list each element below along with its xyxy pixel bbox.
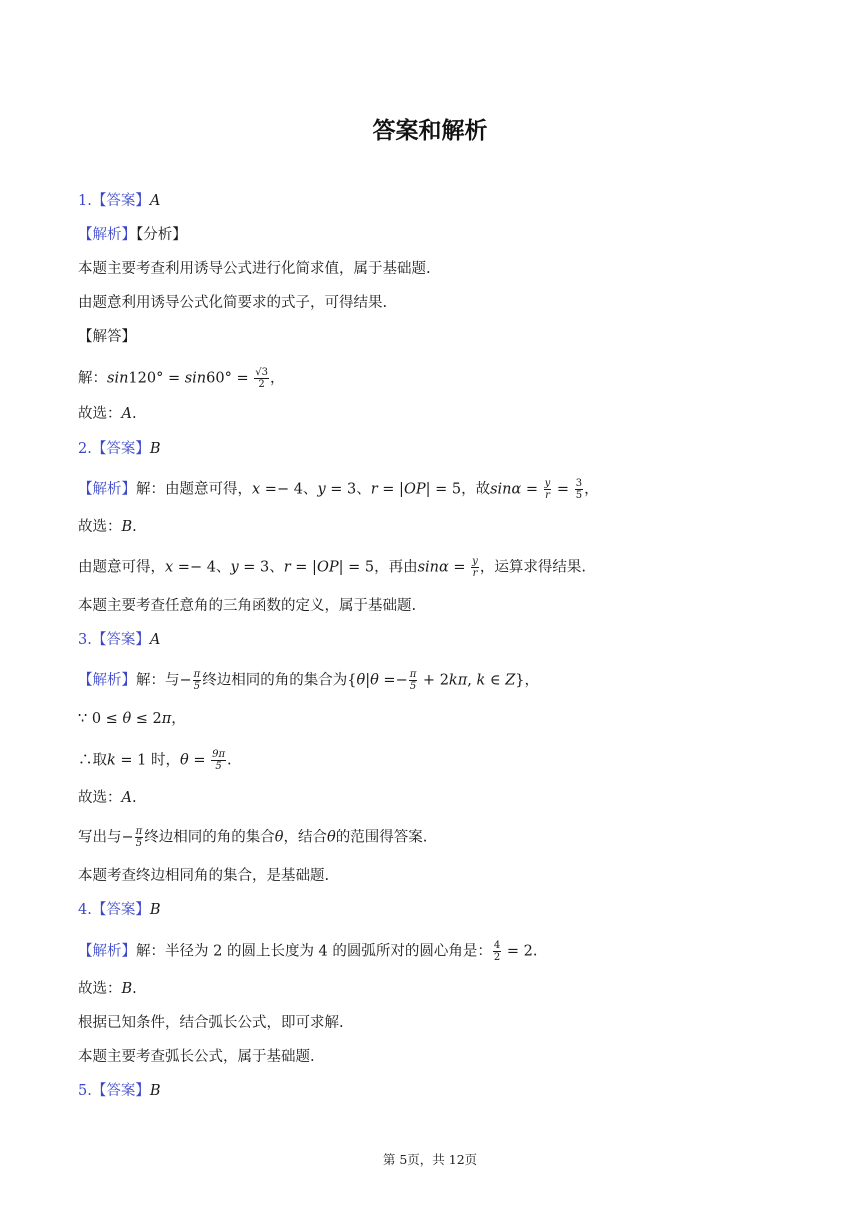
q3-l1-frac2-den: 5 (409, 681, 417, 692)
q3-l1-comma: , (467, 672, 477, 689)
q4-number: 4. (78, 902, 92, 918)
q1-analysis-line1: 本题主要考查利用诱导公式进行化简求值，属于基础题. (78, 261, 431, 277)
q1-choose (78, 404, 137, 424)
q3-l1-z: Z (505, 672, 516, 689)
q3-l1-theta2: θ (370, 672, 379, 689)
q5-number: 5. (78, 1083, 92, 1099)
q3-choose-label: 故选： (78, 790, 122, 806)
q1-jieda-tag: 【解答】 (78, 329, 136, 345)
q2-l3-sinalpha: sinα (417, 559, 449, 576)
q3-answer-tag: 【答案】 (91, 632, 150, 648)
q1-sol-numerator: √3 (255, 367, 268, 378)
q3-l2-text-c: ≤ 2 (131, 711, 162, 727)
q3-answer-line (78, 630, 160, 650)
q2-choose (78, 517, 137, 537)
q3-jiexi-tag: 【解析】 (78, 672, 136, 689)
q3-l1-k: k (476, 672, 486, 689)
q3-l1-frac2-num: π (409, 669, 417, 680)
q3-l1-frac1-den: 5 (193, 681, 201, 692)
q3-l5-theta2: θ (326, 829, 336, 846)
q2-l3-text-g: = | (290, 559, 317, 576)
q1-answer-tag: 【答案】 (91, 193, 150, 209)
q3-number: 3. (78, 632, 92, 648)
q3-l1-frac1-num: π (193, 669, 201, 680)
q1-sol-60: 60° = (206, 370, 254, 387)
q4-l1-fraction (493, 940, 501, 963)
q2-l1-text-i: | = 5，故 (425, 481, 491, 498)
q2-l3-text-c: =− 4、 (173, 559, 231, 576)
q3-analysis (78, 826, 427, 849)
q2-l1-fraction-35 (575, 478, 583, 501)
q3-l1-fraction2 (409, 669, 418, 692)
q3-l5-text-a: 写出与− (78, 829, 134, 846)
q4-analysis: 根据已知条件，结合弧长公式，即可求解. (78, 1015, 344, 1031)
page-title: 答案和解析 (372, 118, 488, 144)
q3-l5-frac-num: π (135, 826, 143, 837)
q1-fenxi-tag: 【分析】 (136, 227, 187, 243)
q3-solution (78, 669, 539, 692)
q4-l1-text-a: 解：半径为 2 的圆上长度为 4 的圆弧所对的圆心角是： (136, 943, 492, 960)
q2-l1-eq1: = (521, 481, 543, 498)
q3-answer: A (149, 632, 161, 648)
q2-l1-frac2-num: 3 (575, 478, 583, 489)
q2-l1-text-a: 解：由题意可得， (136, 481, 252, 498)
q3-l1-fraction1 (193, 669, 202, 692)
q4-l1-frac-num: 4 (493, 940, 501, 951)
q3-l5-fraction (135, 826, 144, 849)
q3-choose-answer: A (121, 790, 132, 806)
q4-choose-end: . (132, 981, 137, 997)
q2-l3-frac-num: y (472, 556, 478, 567)
q3-l5-text-b: 终边相同的角的集合 (144, 829, 275, 846)
q3-l3-theta: θ (180, 752, 189, 769)
q2-l1-text-c: =− 4、 (260, 481, 318, 498)
q3-l3-eq: = (188, 752, 211, 769)
q2-l3-op: OP (316, 559, 339, 576)
q3-l1-in: ∈ (485, 672, 506, 689)
q3-l1-text-b: 终边相同的角的集合为{ (202, 672, 357, 689)
q2-l1-x: x (252, 481, 261, 498)
q2-l1-frac1-den: r (545, 490, 550, 501)
q2-l3-text-a: 由题意可得， (78, 559, 165, 576)
q3-l1-plus2: + 2 (418, 672, 449, 689)
q4-answer-tag: 【答案】 (91, 902, 150, 918)
q2-l3-eq: = (448, 559, 471, 576)
q2-analysis (78, 556, 586, 579)
q2-l3-r: r (283, 559, 291, 576)
q3-l2-text-a: ∵ 0 ≤ (78, 711, 123, 727)
q3-l5-theta1: θ (274, 829, 284, 846)
q1-number: 1. (78, 193, 92, 209)
q2-summary: 本题主要考查任意角的三角函数的定义，属于基础题. (78, 598, 417, 614)
q2-answer-tag: 【答案】 (91, 441, 150, 457)
q2-number: 2. (78, 441, 92, 457)
q3-l1-bar: | (365, 672, 371, 689)
q4-choose-answer: B (121, 981, 133, 997)
q3-l2-end: ， (171, 711, 186, 727)
q1-sol-prefix: 解： (78, 370, 107, 387)
q4-summary: 本题主要考查弧长公式，属于基础题. (78, 1049, 315, 1065)
q2-l1-text-e: = 3、 (325, 481, 371, 498)
q1-choose-end: . (131, 406, 137, 422)
q1-choose-label: 故选： (78, 406, 122, 422)
q2-solution (78, 478, 599, 501)
q2-l1-fraction-yr (544, 478, 552, 501)
q1-analysis-line2: 由题意利用诱导公式化简要求的式子，可得结果. (78, 295, 388, 311)
q3-result (78, 749, 232, 772)
q2-answer-line (78, 439, 161, 459)
q3-condition (78, 709, 186, 729)
q4-choose (78, 979, 137, 999)
q3-l5-end: 的范围得答案. (335, 829, 428, 846)
q5-answer-tag: 【答案】 (91, 1083, 150, 1099)
q4-l1-frac-den: 2 (493, 952, 501, 963)
page-footer: 第 5页，共 12页 (382, 1152, 478, 1167)
q1-answer-line (78, 191, 160, 211)
q3-summary: 本题考查终边相同角的集合，是基础题. (78, 868, 330, 884)
q2-choose-answer: B (121, 519, 133, 535)
q3-choose (78, 788, 137, 808)
q2-l1-frac1-num: y (544, 478, 551, 489)
q2-l1-text-g: = | (377, 481, 404, 498)
q3-l1-theta1: θ (356, 672, 366, 689)
q3-l3-frac-num: 9π (212, 749, 226, 760)
q2-l1-op: OP (403, 481, 426, 498)
q1-sol-fraction (254, 367, 269, 390)
q5-answer: B (149, 1083, 161, 1099)
q4-solution (78, 940, 537, 963)
q1-answer: A (149, 193, 161, 209)
q2-l3-fraction (471, 556, 479, 579)
q2-l1-r: r (370, 481, 378, 498)
q2-jiexi-tag: 【解析】 (78, 481, 136, 498)
q2-l3-text-i: | = 5，再由 (338, 559, 418, 576)
q4-jiexi-tag: 【解析】 (78, 943, 136, 960)
q4-choose-label: 故选： (78, 981, 122, 997)
q3-l1-end: }， (515, 672, 540, 689)
q2-l3-y: y (230, 559, 239, 576)
q2-l3-text-e: = 3、 (238, 559, 284, 576)
q1-sol-denominator: 2 (258, 379, 265, 390)
q3-l3-fraction (211, 749, 226, 772)
q1-analysis-tags (78, 225, 187, 245)
q2-choose-label: 故选： (78, 519, 122, 535)
q3-choose-end: . (131, 790, 137, 806)
q3-l2-pi: π (161, 711, 172, 727)
q1-sol-sin2: sin (184, 370, 207, 387)
q1-choose-answer: A (121, 406, 132, 422)
q2-l3-end: ，运算求得结果. (479, 559, 586, 576)
q3-l3-text-a: ∴取 (78, 752, 107, 769)
q3-l1-eq: =− (378, 672, 408, 689)
q2-l1-end: ， (584, 481, 599, 498)
q2-choose-end: . (132, 519, 137, 535)
q2-l1-frac2-den: 5 (575, 490, 583, 501)
q1-solution (78, 367, 284, 390)
q5-answer-line (78, 1081, 161, 1101)
q1-sol-120: 120° = (128, 370, 185, 387)
q2-answer: B (149, 441, 161, 457)
q2-l3-x: x (165, 559, 174, 576)
q3-l5-frac-den: 5 (135, 838, 143, 849)
q2-l1-eq2: = (552, 481, 574, 498)
q3-l3-frac-den: 5 (215, 761, 222, 772)
q3-l1-text-a: 解：与− (136, 672, 192, 689)
q3-l1-kpi: kπ (448, 672, 468, 689)
q1-sol-sin1: sin (107, 370, 129, 387)
q3-l5-text-d: ，结合 (283, 829, 327, 846)
q4-answer-line (78, 900, 161, 920)
q1-jiexi-tag: 【解析】 (78, 227, 136, 243)
q4-answer: B (149, 902, 161, 918)
q2-l1-sinalpha: sinα (490, 481, 522, 498)
q3-l2-theta: θ (122, 711, 132, 727)
q4-l1-end: = 2. (502, 943, 538, 960)
q3-l3-end: . (227, 752, 232, 769)
q3-l3-k: k (107, 752, 116, 769)
q2-l1-y: y (317, 481, 326, 498)
q3-l3-text-c: = 1 时， (115, 752, 180, 769)
q1-sol-end: ， (269, 370, 285, 387)
q2-l3-frac-den: r (472, 568, 478, 579)
